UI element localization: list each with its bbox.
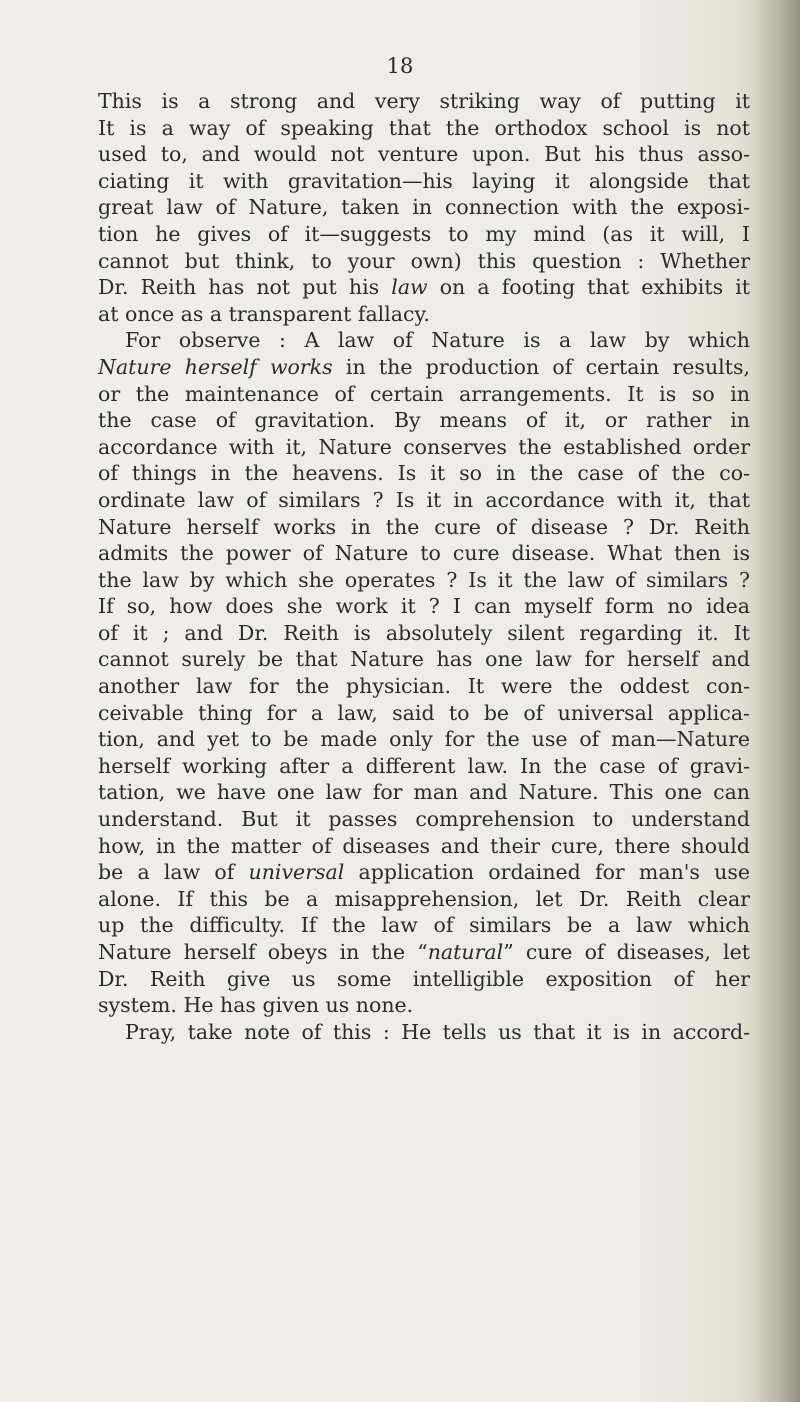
text-line: system. He has given us none. [98,993,414,1018]
text-line: the law by which she operates ? Is it the law of similars ? [98,567,750,592]
text-line: ordinate law of similars ? Is it in accordance with it, that [98,487,750,512]
italic-run: universal [248,860,345,885]
text-line: understand. But it passes comprehension to understand [98,807,750,832]
text-line: alone. If this be a misapprehension, let Dr. Reith clear [98,886,750,911]
text-line [98,354,750,381]
text-line: tion he gives of it—suggests to my mind (as it will, I [98,221,750,246]
text-line: herself working after a different law. In the case of gravi- [98,753,750,778]
text-line: great law of Nature, taken in connection with the exposi- [98,195,750,220]
text-line: how, in the matter of diseases and their cure, there should [98,833,750,858]
text-line: used to, and would not venture upon. But his thus asso- [98,142,750,167]
text-line [98,274,750,301]
page-number: 18 [386,54,414,78]
text-run: on a footing that exhibits it [427,275,750,300]
text-line: cannot but think, to your own) this question : Whether [98,248,750,273]
text-line [98,939,750,966]
text-line: of things in the heavens. Is it so in the case of the co- [98,461,750,486]
text-run: be a law of [98,860,249,885]
text-line: Nature herself works in the cure of disease ? Dr. Reith [98,514,750,539]
text-run: Nature herself obeys in the “ [98,940,428,964]
italic-run: Nature herself works [98,354,333,379]
text-line: For observe : A law of Nature is a law by which [125,328,750,353]
text-line: cannot surely be that Nature has one law for herself and [98,647,750,672]
italic-run: law [391,275,428,300]
text-run: in the production of certain results, [332,354,750,379]
text-line: ceivable thing for a law, said to be of universal applica- [98,700,750,725]
text-line: tation, we have one law for man and Nature. This one can [98,780,750,805]
text-run: ” cure of diseases, let [503,940,750,964]
text-line: Pray, take note of this : He tells us that it is in accord- [125,1019,750,1044]
text-line: admits the power of Nature to cure disease. What then is [98,541,750,566]
text-line: If so, how does she work it ? I can myself form no idea [98,594,750,619]
text-line: of it ; and Dr. Reith is absolutely silent regarding it. It [98,620,750,645]
page-edge-shadow [754,0,800,1402]
text-line: Dr. Reith give us some intelligible exposition of her [98,966,750,991]
text-line: It is a way of speaking that the orthodox school is not [98,115,750,140]
text-line: at once as a transparent fallacy. [98,301,430,326]
text-run: Dr. Reith has not put his [98,275,392,300]
text-line: accordance with it, Nature conserves the established order [98,434,750,459]
text-line: up the difficulty. If the law of similars be a law which [98,913,750,938]
text-line: tion, and yet to be made only for the use of man—Nature [98,727,750,752]
text-run: application ordained for man's use [344,860,750,885]
body-text [98,88,750,1045]
text-line: or the maintenance of certain arrangements. It is so in [98,381,750,406]
text-line: ciating it with gravitation—his laying it alongside that [98,168,750,193]
text-line: the case of gravitation. By means of it, or rather in [98,408,750,433]
text-line [98,859,750,886]
text-line: another law for the physician. It were the oddest con- [98,674,750,699]
text-line: This is a strong and very striking way of putting it [98,89,750,113]
italic-run: natural [427,940,504,964]
